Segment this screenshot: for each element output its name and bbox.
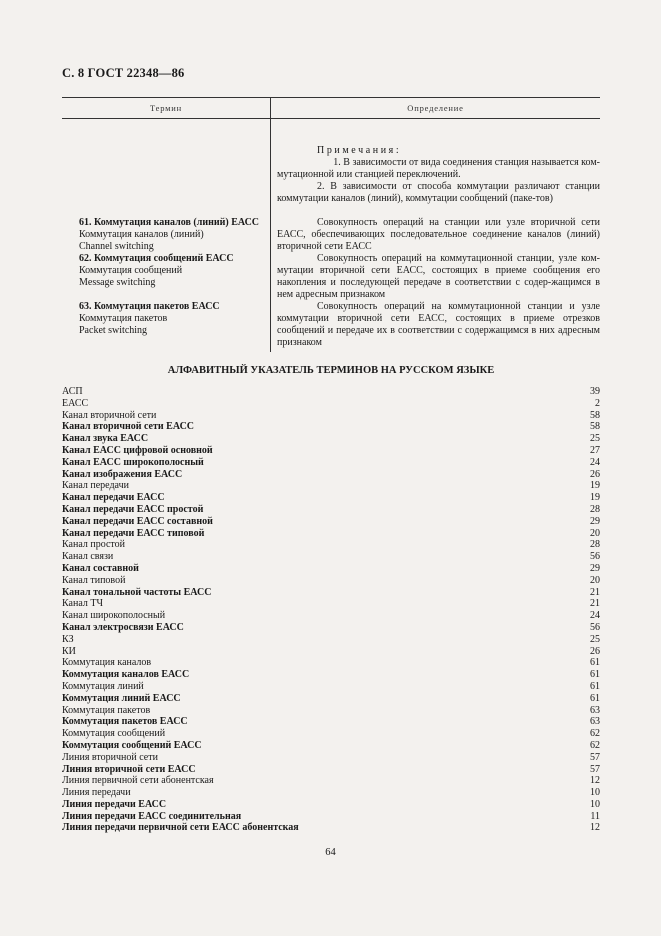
- index-page-ref: 61: [590, 692, 600, 704]
- index-item: [62, 528, 600, 540]
- index-page-ref: 62: [590, 728, 600, 740]
- index-term: Линия передачи ЕАСС: [62, 798, 167, 810]
- index-item: [62, 634, 600, 646]
- term-synonym: Коммутация сообщений: [79, 265, 183, 276]
- index-page-ref: 39: [590, 386, 600, 397]
- index-item: [62, 716, 600, 728]
- term-synonym: Коммутация пакетов: [79, 313, 168, 324]
- index-term: Канал передачи: [62, 480, 129, 492]
- index-item: [62, 693, 600, 705]
- index-term: Канал передачи ЕАСС: [62, 492, 165, 504]
- index-term: Линия вторичной сети ЕАСС: [62, 763, 196, 775]
- index-page-ref: 63: [590, 704, 600, 716]
- index-term: Канал изображения ЕАСС: [62, 468, 183, 480]
- index-page-ref: 21: [590, 598, 600, 610]
- index-item: [62, 480, 600, 492]
- index-page-ref: 10: [590, 798, 600, 810]
- index-item: [62, 646, 600, 658]
- term-entry-62: [79, 253, 267, 289]
- index-item: [62, 728, 600, 740]
- index-item: [62, 575, 600, 587]
- index-item: [62, 764, 600, 776]
- index-item: [62, 811, 600, 823]
- index-item: [62, 504, 600, 516]
- index-term: Канал типовой: [62, 574, 126, 586]
- index-term: Канал связи: [62, 551, 114, 563]
- index-item: [62, 740, 600, 752]
- index-page-ref: 58: [590, 409, 600, 421]
- index-page-ref: 20: [590, 527, 600, 539]
- term-entry-63: [79, 301, 267, 337]
- index-item: [62, 457, 600, 469]
- index-list: [62, 386, 600, 834]
- index-page-ref: 56: [590, 551, 600, 563]
- index-term: Канал ЕАСС широкополосный: [62, 456, 204, 468]
- index-item: [62, 410, 600, 422]
- index-item: [62, 822, 600, 834]
- index-term: Линия передачи: [62, 787, 131, 799]
- term-entry-61: [79, 217, 267, 253]
- index-term: Канал передачи ЕАСС простой: [62, 503, 204, 515]
- term-english: Packet switching: [79, 325, 148, 336]
- index-term: Линия передачи первичной сети ЕАСС абонентская: [62, 822, 299, 834]
- index-item: [62, 610, 600, 622]
- index-term: Канал тональной частоты ЕАСС: [62, 586, 212, 598]
- term-title: 63. Коммутация пакетов ЕАСС: [79, 301, 220, 312]
- index-term: Канал вторичной сети ЕАСС: [62, 421, 195, 433]
- index-page-ref: 63: [590, 716, 600, 728]
- index-page-ref: 24: [590, 610, 600, 622]
- index-item: [62, 433, 600, 445]
- definition-61: Совокупность операций на станции или узле вторичной сети ЕАСС, обеспечивающих последовательное соединение каналов (линий) вторичной сети ЕАСС: [277, 217, 600, 252]
- index-item: [62, 492, 600, 504]
- index-item: [62, 551, 600, 563]
- index-term: Линия передачи ЕАСС соединительная: [62, 810, 242, 822]
- definition-63: Совокупность операций на коммутационной станции и узле коммутации вторичной сети ЕАСС, состоящих в приеме отрезков сообщений и передаче их в соответствии с содержащимся в них адресным признаком: [277, 301, 600, 348]
- index-item: [62, 752, 600, 764]
- term-english: Message switching: [79, 277, 156, 288]
- page-header: С. 8 ГОСТ 22348—86: [62, 66, 185, 80]
- index-page-ref: 25: [590, 633, 600, 645]
- index-page-ref: 19: [590, 492, 600, 504]
- index-term: Канал передачи ЕАСС типовой: [62, 527, 205, 539]
- index-item: [62, 421, 600, 433]
- index-page-ref: 57: [590, 763, 600, 775]
- table-header: [62, 98, 600, 119]
- index-page-ref: 26: [590, 645, 600, 657]
- term-title: 61. Коммутация каналов (линий) ЕАСС: [79, 217, 260, 228]
- note-2: 2. В зависимости от способа коммутации различают станции коммутации каналов (линий), коммутации сообщений (паке-тов): [277, 181, 600, 204]
- index-item: [62, 563, 600, 575]
- index-term: Коммутация пакетов ЕАСС: [62, 716, 188, 728]
- index-term: Коммутация каналов: [62, 657, 152, 669]
- term-synonym: Коммутация каналов (линий): [79, 229, 204, 240]
- index-page-ref: 28: [590, 539, 600, 551]
- index-term: КИ: [62, 645, 76, 657]
- terms-table: [62, 97, 600, 352]
- index-item: [62, 386, 600, 398]
- index-item: [62, 516, 600, 528]
- index-page-ref: 12: [590, 822, 600, 834]
- index-item: [62, 787, 600, 799]
- column-header-term: Термин: [149, 103, 183, 113]
- index-page-ref: 11: [590, 810, 600, 822]
- page-number: 64: [325, 847, 336, 858]
- index-page-ref: 56: [590, 621, 600, 633]
- index-item: [62, 398, 600, 410]
- column-divider: [270, 119, 271, 352]
- index-page-ref: 61: [590, 669, 600, 681]
- column-header-definition: Определение: [270, 98, 600, 118]
- term-english: Channel switching: [79, 241, 154, 252]
- index-page-ref: 62: [590, 739, 600, 751]
- index-term: Коммутация пакетов: [62, 704, 151, 716]
- index-term: Канал ЕАСС цифровой основной: [62, 444, 213, 456]
- index-page-ref: 10: [590, 787, 600, 799]
- index-page-ref: 24: [590, 456, 600, 468]
- index-term: Канал простой: [62, 539, 125, 551]
- definition-62: Совокупность операций на коммутационной станции, узле ком-мутации вторичной сети ЕАСС, состоящих в приеме сообщения его накопления и последующей передаче в соответствии с содер-жащимся в нем адресным признаком: [277, 253, 600, 300]
- index-item: [62, 669, 600, 681]
- index-page-ref: 58: [590, 421, 600, 433]
- index-page-ref: 27: [590, 444, 600, 456]
- index-page-ref: 20: [590, 574, 600, 586]
- note-1-line-1: 1. В зависимости от вида соединения станция называется ком-: [333, 157, 600, 168]
- index-item: [62, 598, 600, 610]
- index-term: Линия первичной сети абонентская: [62, 775, 214, 787]
- index-term: Канал составной: [62, 562, 139, 574]
- index-item: [62, 622, 600, 634]
- index-item: [62, 705, 600, 717]
- index-page-ref: 28: [590, 503, 600, 515]
- index-term: Канал ТЧ: [62, 598, 103, 610]
- index-item: [62, 681, 600, 693]
- index-term: Канал вторичной сети: [62, 409, 157, 421]
- index-term: АСП: [62, 386, 83, 397]
- index-item: [62, 539, 600, 551]
- index-term: Коммутация сообщений ЕАСС: [62, 739, 202, 751]
- term-title: 62. Коммутация сообщений ЕАСС: [79, 253, 234, 264]
- note-1-line-2: мутационной или станцией переключений.: [277, 169, 461, 180]
- index-page-ref: 26: [590, 468, 600, 480]
- index-page-ref: 25: [590, 433, 600, 445]
- index-term: Коммутация линий: [62, 680, 144, 692]
- index-term: Канал широкополосный: [62, 610, 166, 622]
- notes-title: Примечания:: [317, 145, 402, 156]
- index-item: [62, 775, 600, 787]
- index-page-ref: 29: [590, 515, 600, 527]
- index-item: [62, 657, 600, 669]
- index-term: Коммутация сообщений: [62, 728, 166, 740]
- table-body: [62, 119, 600, 352]
- index-page-ref: 61: [590, 657, 600, 669]
- index-page-ref: 61: [590, 680, 600, 692]
- index-term: КЗ: [62, 633, 74, 645]
- index-page-ref: 12: [590, 775, 600, 787]
- index-term: Коммутация каналов ЕАСС: [62, 669, 190, 681]
- index-term: Коммутация линий ЕАСС: [62, 692, 181, 704]
- index-item: [62, 469, 600, 481]
- index-item: [62, 799, 600, 811]
- index-page-ref: 19: [590, 480, 600, 492]
- index-page-ref: 21: [590, 586, 600, 598]
- index-page-ref: 29: [590, 562, 600, 574]
- index-page-ref: 57: [590, 751, 600, 763]
- index-title: АЛФАВИТНЫЙ УКАЗАТЕЛЬ ТЕРМИНОВ НА РУССКОМ ЯЗЫКЕ: [167, 365, 495, 376]
- index-item: [62, 445, 600, 457]
- index-page-ref: 2: [595, 397, 600, 409]
- index-term: Канал электросвязи ЕАСС: [62, 621, 184, 633]
- index-term: Канал передачи ЕАСС составной: [62, 515, 213, 527]
- index-term: ЕАСС: [62, 397, 89, 409]
- notes-block: [277, 145, 600, 205]
- index-term: Канал звука ЕАСС: [62, 433, 149, 445]
- index-item: [62, 587, 600, 599]
- index-term: Линия вторичной сети: [62, 751, 158, 763]
